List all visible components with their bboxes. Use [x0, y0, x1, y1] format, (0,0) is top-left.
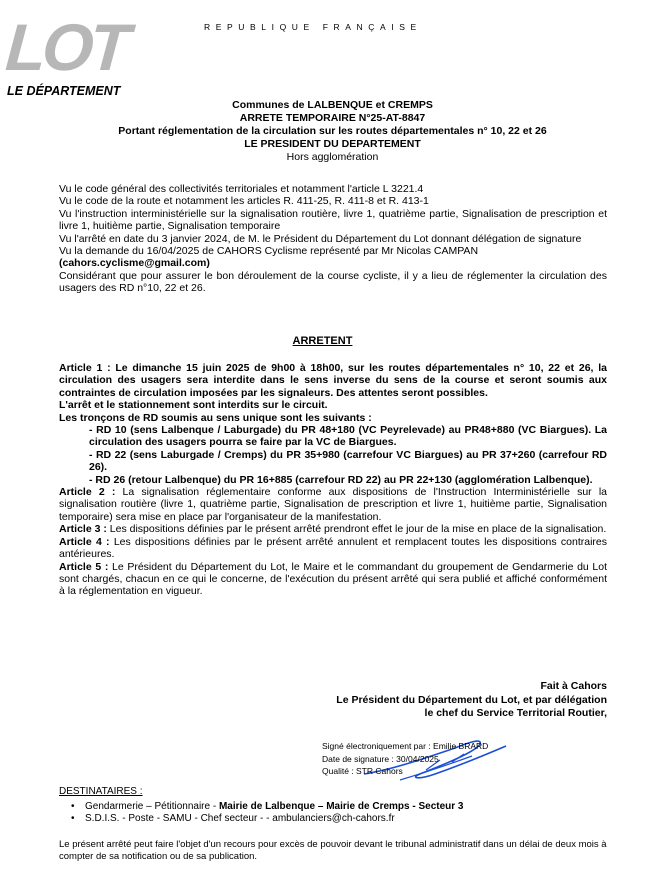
- signoff-delegation: Le Président du Département du Lot, et par délégation: [336, 693, 607, 706]
- article-1: [59, 362, 607, 399]
- title-decree-number: ARRETE TEMPORAIRE N°25-AT-8847: [239, 112, 426, 124]
- article-5-label: Article 5 :: [59, 560, 109, 573]
- article-3-text: Les dispositions définies par le présent arrêté prendront effet le jour de la mise en place de la signalisation.: [109, 523, 607, 536]
- recipients-item-normal: Gendarmerie – Pétitionnaire -: [85, 800, 219, 812]
- electronic-signature: [322, 740, 488, 778]
- republique-heading: REPUBLIQUE FRANÇAISE: [204, 22, 422, 32]
- signature-date: Date de signature : 30/04/2025: [322, 753, 439, 764]
- considerant-line: Vu l'instruction interministérielle sur la signalisation routière, livre 1, quatrième partie, Signalisation de prescription et livre 1, huitième partie, Signalisation temporaire: [59, 207, 607, 233]
- recipients-list: [59, 801, 607, 826]
- considerants-block: [59, 183, 607, 295]
- article-5: [59, 561, 607, 598]
- logo-subtitle: LE DÉPARTEMENT: [7, 84, 121, 98]
- title-subject: Portant réglementation de la circulation sur les routes départementales n° 10, 22 et 26: [118, 125, 547, 137]
- article-1-sections-intro: Les tronçons de RD soumis au sens unique sont les suivants :: [59, 411, 372, 424]
- appeal-notice: Le présent arrêté peut faire l'objet d'un recours pour excès de pouvoir devant le tribunal administratif dans un délai de deux mois à compter de sa notification ou de sa publication.: [59, 839, 607, 862]
- articles-block: [59, 362, 607, 598]
- title-scope: Hors agglomération: [286, 151, 379, 163]
- article-2: [59, 486, 607, 523]
- signature-signer: Signé électroniquement par : Emilie BRARD: [322, 741, 489, 751]
- recipients-item-bold: Mairie de Lalbenque – Mairie de Cremps - Secteur 3: [218, 800, 464, 812]
- title-president: LE PRESIDENT DU DEPARTEMENT: [244, 138, 421, 150]
- signature-quality: Qualité : STR Cahors: [322, 766, 403, 776]
- arretent-heading: ARRETENT: [292, 335, 353, 347]
- recipients-heading: DESTINATAIRES :: [59, 786, 143, 797]
- decree-titles: [60, 99, 605, 164]
- section-rd26: - RD 26 (retour Lalbenque) du PR 16+885 (carrefour RD 22) au PR 22+130 (agglomération Lalbenque).: [89, 473, 593, 486]
- considerant-line: Vu l'arrêté en date du 3 janvier 2024, de M. le Président du Département du Lot donnant délégation de signature: [59, 232, 582, 245]
- considerant-line: Considérant que pour assurer le bon déroulement de la course cycliste, il y a lieu de réglementer la circulation des usagers des RD n°10, 22 et 26.: [59, 269, 607, 295]
- article-1-parking: L'arrêt et le stationnement sont interdits sur le circuit.: [59, 399, 328, 412]
- article-4-text: Les dispositions définies par le présent arrêté annulent et remplacent toutes les dispositions contraires antérieures.: [59, 535, 607, 561]
- signoff-place: Fait à Cahors: [540, 680, 607, 692]
- article-1-label: Article 1 :: [59, 362, 111, 374]
- signoff-block: [336, 680, 607, 721]
- logo-lot-wordmark: LOT: [3, 10, 129, 84]
- recipients-item: [59, 801, 607, 814]
- article-2-label: Article 2 :: [59, 486, 116, 499]
- section-rd22: - RD 22 (sens Laburgade / Cremps) du PR 35+980 (carrefour VC Biargues) au PR 37+260 (carrefour RD 26).: [89, 448, 607, 474]
- article-2-text: La signalisation réglementaire conforme aux dispositions de l'Instruction Interministérielle sur la signalisation routière (livre 1, quatrième partie, Signalisation de prescription et livre 1, huitième partie, Signalisation temporaire) sera mise en place par l'organisateur de la manifestation.: [59, 486, 607, 523]
- title-communes: Communes de LALBENQUE et CREMPS: [232, 99, 433, 111]
- considerant-line: Vu la demande du 16/04/2025 de CAHORS Cyclisme représenté par Mr Nicolas CAMPAN: [59, 245, 479, 258]
- considerant-email: (cahors.cyclisme@gmail.com): [59, 257, 210, 270]
- recipients-item: • S.D.I.S. - Poste - SAMU - Chef secteur - - ambulanciers@ch-cahors.fr: [59, 813, 607, 826]
- signoff-role: le chef du Service Territorial Routier,: [424, 707, 607, 719]
- article-4: [59, 536, 607, 561]
- article-3: [59, 523, 607, 535]
- article-3-label: Article 3 :: [59, 523, 107, 536]
- article-4-label: Article 4 :: [59, 535, 110, 548]
- article-5-text: Le Président du Département du Lot, le Maire et le commandant du groupement de Gendarmerie du Lot sont chargés, chacun en ce qui le concerne, de l'exécution du présent arrêté qui sera publié et affiché conformément à la réglementation en vigueur.: [59, 560, 607, 598]
- section-rd10: - RD 10 (sens Lalbenque / Laburgade) du PR 48+180 (VC Peyrelevade) au PR48+880 (VC Biargues). La circulation des usagers pourra se faire par la VC de Biargues.: [89, 424, 607, 449]
- considerant-line: Vu le code général des collectivités territoriales et notamment l'article L 3221.4: [59, 183, 424, 195]
- considerant-line: Vu le code de la route et notamment les articles R. 411-25, R. 411-8 et R. 413-1: [59, 195, 429, 208]
- department-logo: [3, 10, 132, 104]
- article-1-text: Le dimanche 15 juin 2025 de 9h00 à 18h00, sur les routes départementales n° 10, 22 et 26, la circulation des usagers sera interdite dans le sens inverse du sens de la course et seront soumis aux contraintes de circulation imposées par les signaleurs. Des attentes seront possibles.: [59, 362, 607, 399]
- recipients-block: [59, 786, 607, 826]
